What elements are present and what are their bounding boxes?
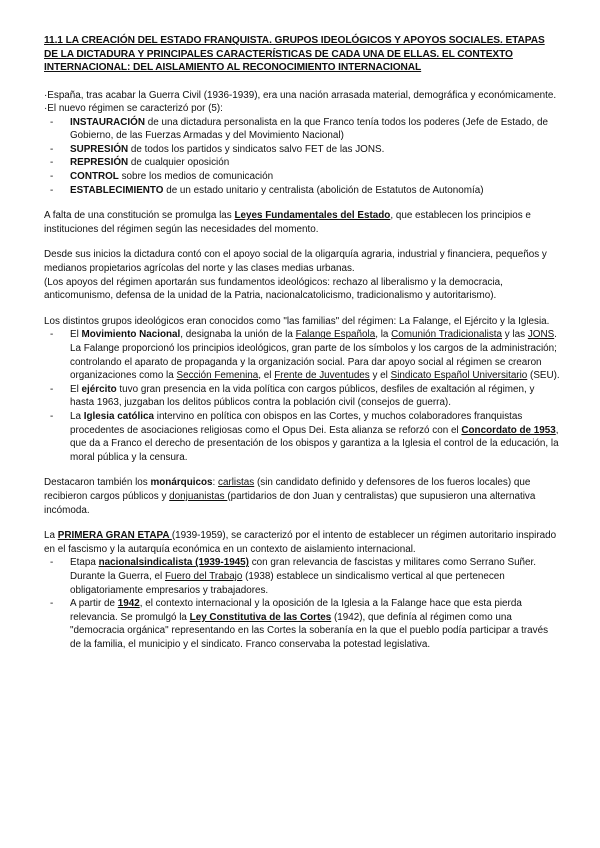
etapa-list: [44, 556, 560, 651]
list-item: [70, 184, 560, 198]
text-run: El: [70, 329, 82, 341]
bold-term: Ley Constitutiva de las Cortes: [189, 611, 332, 623]
list-item: [70, 143, 560, 157]
text-run: tuvo gran presencia en la vida política con cargos públicos, desfiles de exaltación al régimen, y hasta 1963, juzgaban los delitos públicos contra la población civil (consejos de guerra).: [70, 383, 535, 409]
bold-term: Movimiento Nacional: [81, 329, 181, 341]
text-run: La: [70, 410, 84, 422]
primera-etapa-paragraph: [44, 529, 560, 556]
text-run: Etapa: [70, 557, 99, 569]
concordato-term: Concordato de 1953: [461, 424, 556, 436]
text-run: , la: [375, 329, 392, 341]
text-run: , el contexto internacional y la oposición de la Iglesia a la Falange hace que esta pierda relevancia. Se promulgó la: [70, 598, 522, 623]
text-run: (SEU).: [527, 370, 560, 382]
item-text: de un estado unitario y centralista (abolición de Estatutos de Autonomía): [163, 184, 484, 196]
underlined-term: Comunión Tradicionalista: [391, 329, 503, 341]
bold-term: nacionalsindicalista (1939-1945): [98, 557, 249, 569]
item-keyword: INSTAURACIÓN: [70, 116, 145, 128]
text-run: (1938) establece un sindicalismo vertical al que pertenecen obligatoriamente empresarios y trabajadores.: [70, 570, 505, 596]
list-item-movimiento: [70, 328, 560, 382]
text-run: , designaba la unión de la: [180, 329, 296, 341]
text-run: :: [212, 477, 218, 489]
item-text: sobre los medios de comunicación: [118, 171, 274, 183]
text-run: . La Falange proporcionó los principios ideológicos, gran parte de los símbolos y los cargos de la administración; controlando el aparato de propaganda y la organización social. Para dar apoyo social al régimen se crearon organizaciones como la: [70, 329, 557, 382]
characteristics-list: [44, 116, 560, 198]
underlined-term: Falange Española: [295, 329, 376, 341]
list-item-iglesia: [70, 410, 560, 464]
text-run: , el: [258, 370, 275, 382]
text-run: El: [70, 383, 82, 395]
bold-term: 1942: [117, 598, 140, 610]
text-run: y las: [502, 329, 528, 341]
document-title: 11.1 LA CREACIÓN DEL ESTADO FRANQUISTA. GRUPOS IDEOLÓGICOS Y APOYOS SOCIALES. ETAPAS DE LA DICTADURA Y PRINCIPALES CARACTERÍSTICAS DE CADA UNA DE ELLAS. EL CONTEXTO INTERNACIONAL: DEL AISLAMIENTO AL RECONOCIMIENTO INTERNACIONAL: [44, 35, 545, 73]
item-keyword: CONTROL: [70, 171, 119, 183]
text-run: (1942), que definía al régimen como una "democracia orgánica" representando en las Cortes la soberanía en la que el pueblo podía participar a través de la familia, el municipio y el sindicato. Franco conservaba la potestad legislativa.: [70, 611, 549, 650]
list-item-1942: [70, 597, 560, 651]
text-run: Destacaron también los: [44, 477, 151, 489]
underlined-term: carlistas: [218, 477, 255, 489]
text-run: A falta de una constitución se promulga las: [44, 210, 235, 222]
item-text: de cualquier oposición: [128, 157, 230, 169]
item-keyword: REPRESIÓN: [70, 157, 129, 169]
underlined-term: Sindicato Español Universitario: [390, 370, 528, 382]
underlined-term: donjuanistas: [169, 490, 228, 502]
text-run: , que establecen los principios e instituciones del régimen según las necesidades del momento.: [44, 210, 531, 235]
text-run: A partir de: [70, 598, 118, 610]
familias-list: [44, 328, 560, 464]
underlined-term: Fuero del Trabajo: [164, 570, 243, 582]
list-item-ejercito: [70, 383, 560, 410]
monarquicos-paragraph: [44, 476, 560, 517]
text-run: y el: [369, 370, 391, 382]
apoyos-paragraph: Desde sus inicios la dictadura contó con el apoyo social de la oligarquía agraria, industrial y financiera, pequeños y medianos propietarios agrícolas del norte y las clases medias urbanas.: [44, 249, 547, 275]
text-run: (partidarios de don Juan y centralistas) que supusieron una alternativa incómoda.: [44, 490, 536, 516]
bold-term: monárquicos: [150, 477, 213, 489]
text-run: (1939-1959), se caracterizó por el intento de establecer un régimen autoritario inspirado en el fascismo y la autarquía económica en un contexto de aislamiento internacional.: [44, 530, 557, 555]
text-run: con gran relevancia de fascistas y militares como Serrano Suñer. Durante la Guerra, el: [70, 557, 537, 582]
list-item: [70, 116, 560, 143]
text-run: La: [44, 530, 58, 542]
leyes-paragraph: [44, 209, 560, 236]
underlined-term: Sección Femenina: [176, 370, 259, 382]
underlined-term: Frente de Juventudes: [274, 370, 370, 382]
item-keyword: ESTABLECIMIENTO: [70, 184, 164, 196]
primera-etapa-term: PRIMERA GRAN ETAPA: [57, 530, 172, 542]
list-item-nacionalsindicalista: [70, 556, 560, 597]
apoyos-ideology-paragraph: (Los apoyos del régimen aportarán sus fundamentos ideológicos: rechazo al liberalismo y la democracia, anticomunismo, defensa de la unidad de la Patria, nacionalcatolicismo, tradicionalismo y autoritarismo).: [44, 276, 503, 302]
list-item: [70, 156, 560, 170]
list-item: [70, 170, 560, 184]
text-run: intervino en política con obispos en las Cortes, y muchos colaboradores franquistas procedentes de asociaciones religiosas como el Opus Dei. Esta alianza se reforzó con el: [70, 410, 523, 436]
text-run: (sin candidato definido y defensores de los fueros locales) que recibieron cargos públicos y: [44, 477, 531, 502]
underlined-term: JONS: [527, 329, 555, 341]
intro-characteristics-lead: ·El nuevo régimen se caracterizó por (5):: [44, 103, 223, 115]
item-keyword: SUPRESIÓN: [70, 143, 129, 155]
item-text: de una dictadura personalista en la que Franco tenía todos los poderes (Jefe de Estado, de Gobierno, de las Fuerzas Armadas y del Movimiento Nacional): [70, 116, 548, 142]
bold-term: Iglesia católica: [83, 410, 154, 422]
bold-term: ejército: [81, 383, 117, 395]
leyes-fundamentales-term: Leyes Fundamentales del Estado: [234, 210, 391, 222]
intro-paragraph: ·España, tras acabar la Guerra Civil (1936-1939), era una nación arrasada material, demográfica y económicamente.: [44, 89, 557, 101]
document-page: [44, 34, 560, 651]
familias-intro: Los distintos grupos ideológicos eran conocidos como "las familias" del régimen: La Falange, el Ejército y la Iglesia.: [44, 315, 550, 327]
text-run: , que da a Franco el derecho de presentación de los obispos y garantiza a la Iglesia el control de la educación, la moral pública y la censura.: [70, 424, 559, 463]
item-text: de todos los partidos y sindicatos salvo FET de las JONS.: [128, 143, 385, 155]
